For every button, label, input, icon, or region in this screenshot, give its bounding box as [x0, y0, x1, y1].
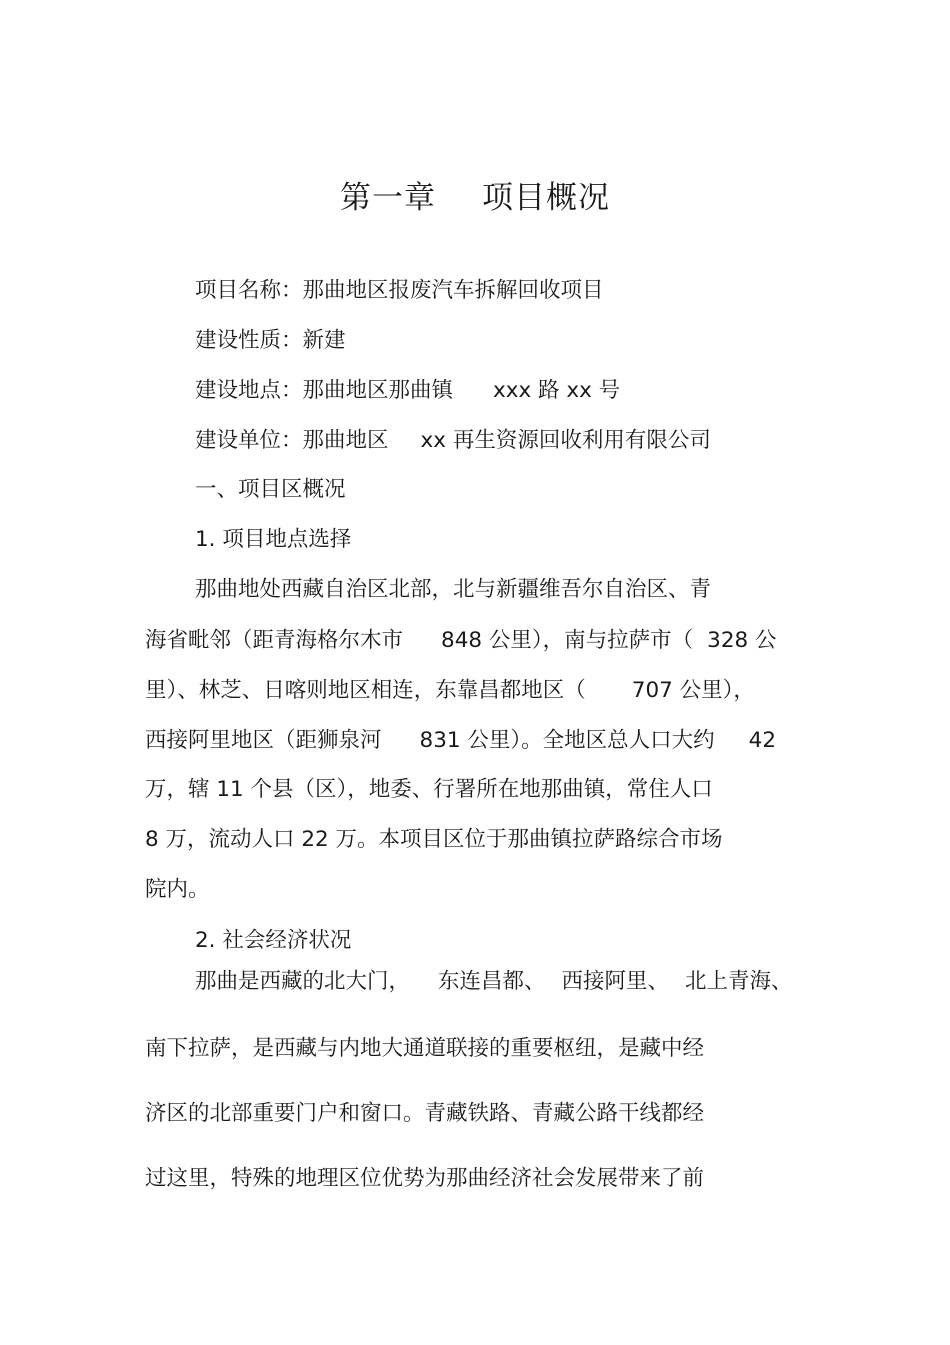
paragraph-line: 济区的北部重要门户和窗口。青藏铁路、青藏公路干线都经 — [145, 1101, 705, 1126]
paragraph-line: 院内。 — [145, 877, 210, 902]
field-value: 新建 — [302, 328, 346, 353]
chapter-number: 第一章 — [340, 180, 436, 216]
paragraph-line: 海省毗邻（距青海格尔木市 848 公里），南与拉萨市（ 328 公 — [145, 628, 777, 653]
subsection-heading: 1. 项目地点选择 — [195, 527, 352, 552]
field-label: 项目名称： — [195, 278, 303, 303]
field-value: 那曲地区 — [302, 428, 389, 453]
field-value: xxx 路 xx 号 — [493, 378, 621, 403]
field-construction-location — [195, 376, 620, 406]
chapter-title — [0, 172, 950, 217]
field-construction-unit — [195, 426, 711, 456]
field-label: 建设地点： — [195, 378, 303, 403]
field-label: 建设性质： — [195, 328, 303, 353]
paragraph-line: 南下拉萨，是西藏与内地大通道联接的重要枢纽，是藏中经 — [145, 1036, 705, 1061]
field-construction-nature — [195, 326, 346, 356]
field-value: 那曲地区那曲镇 — [302, 378, 454, 403]
field-value: xx 再生资源回收利用有限公司 — [420, 428, 711, 453]
subsection-heading: 2. 社会经济状况 — [195, 928, 352, 953]
paragraph-line: 里）、林芝、日喀则地区相连，东靠昌都地区（ 707 公里）， — [145, 678, 755, 703]
field-label: 建设单位： — [195, 428, 303, 453]
chapter-name: 项目概况 — [482, 180, 610, 216]
section-heading: 一、项目区概况 — [195, 477, 346, 502]
field-value: 那曲地区报废汽车拆解回收项目 — [302, 278, 604, 303]
paragraph-line: 8 万，流动人口 22 万。本项目区位于那曲镇拉萨路综合市场 — [145, 827, 723, 852]
paragraph-line: 过这里，特殊的地理区位优势为那曲经济社会发展带来了前 — [145, 1166, 705, 1191]
paragraph-line: 那曲是西藏的北大门， 东连昌都、 西接阿里、 北上青海、 — [195, 969, 793, 994]
field-project-name — [195, 276, 604, 306]
paragraph-line: 西接阿里地区（距狮泉河 831 公里）。全地区总人口大约 42 — [145, 728, 776, 753]
paragraph-line: 万，辖 11 个县（区），地委、行署所在地那曲镇，常住人口 — [145, 777, 713, 802]
paragraph-line: 那曲地处西藏自治区北部，北与新疆维吾尔自治区、青 — [195, 577, 712, 602]
